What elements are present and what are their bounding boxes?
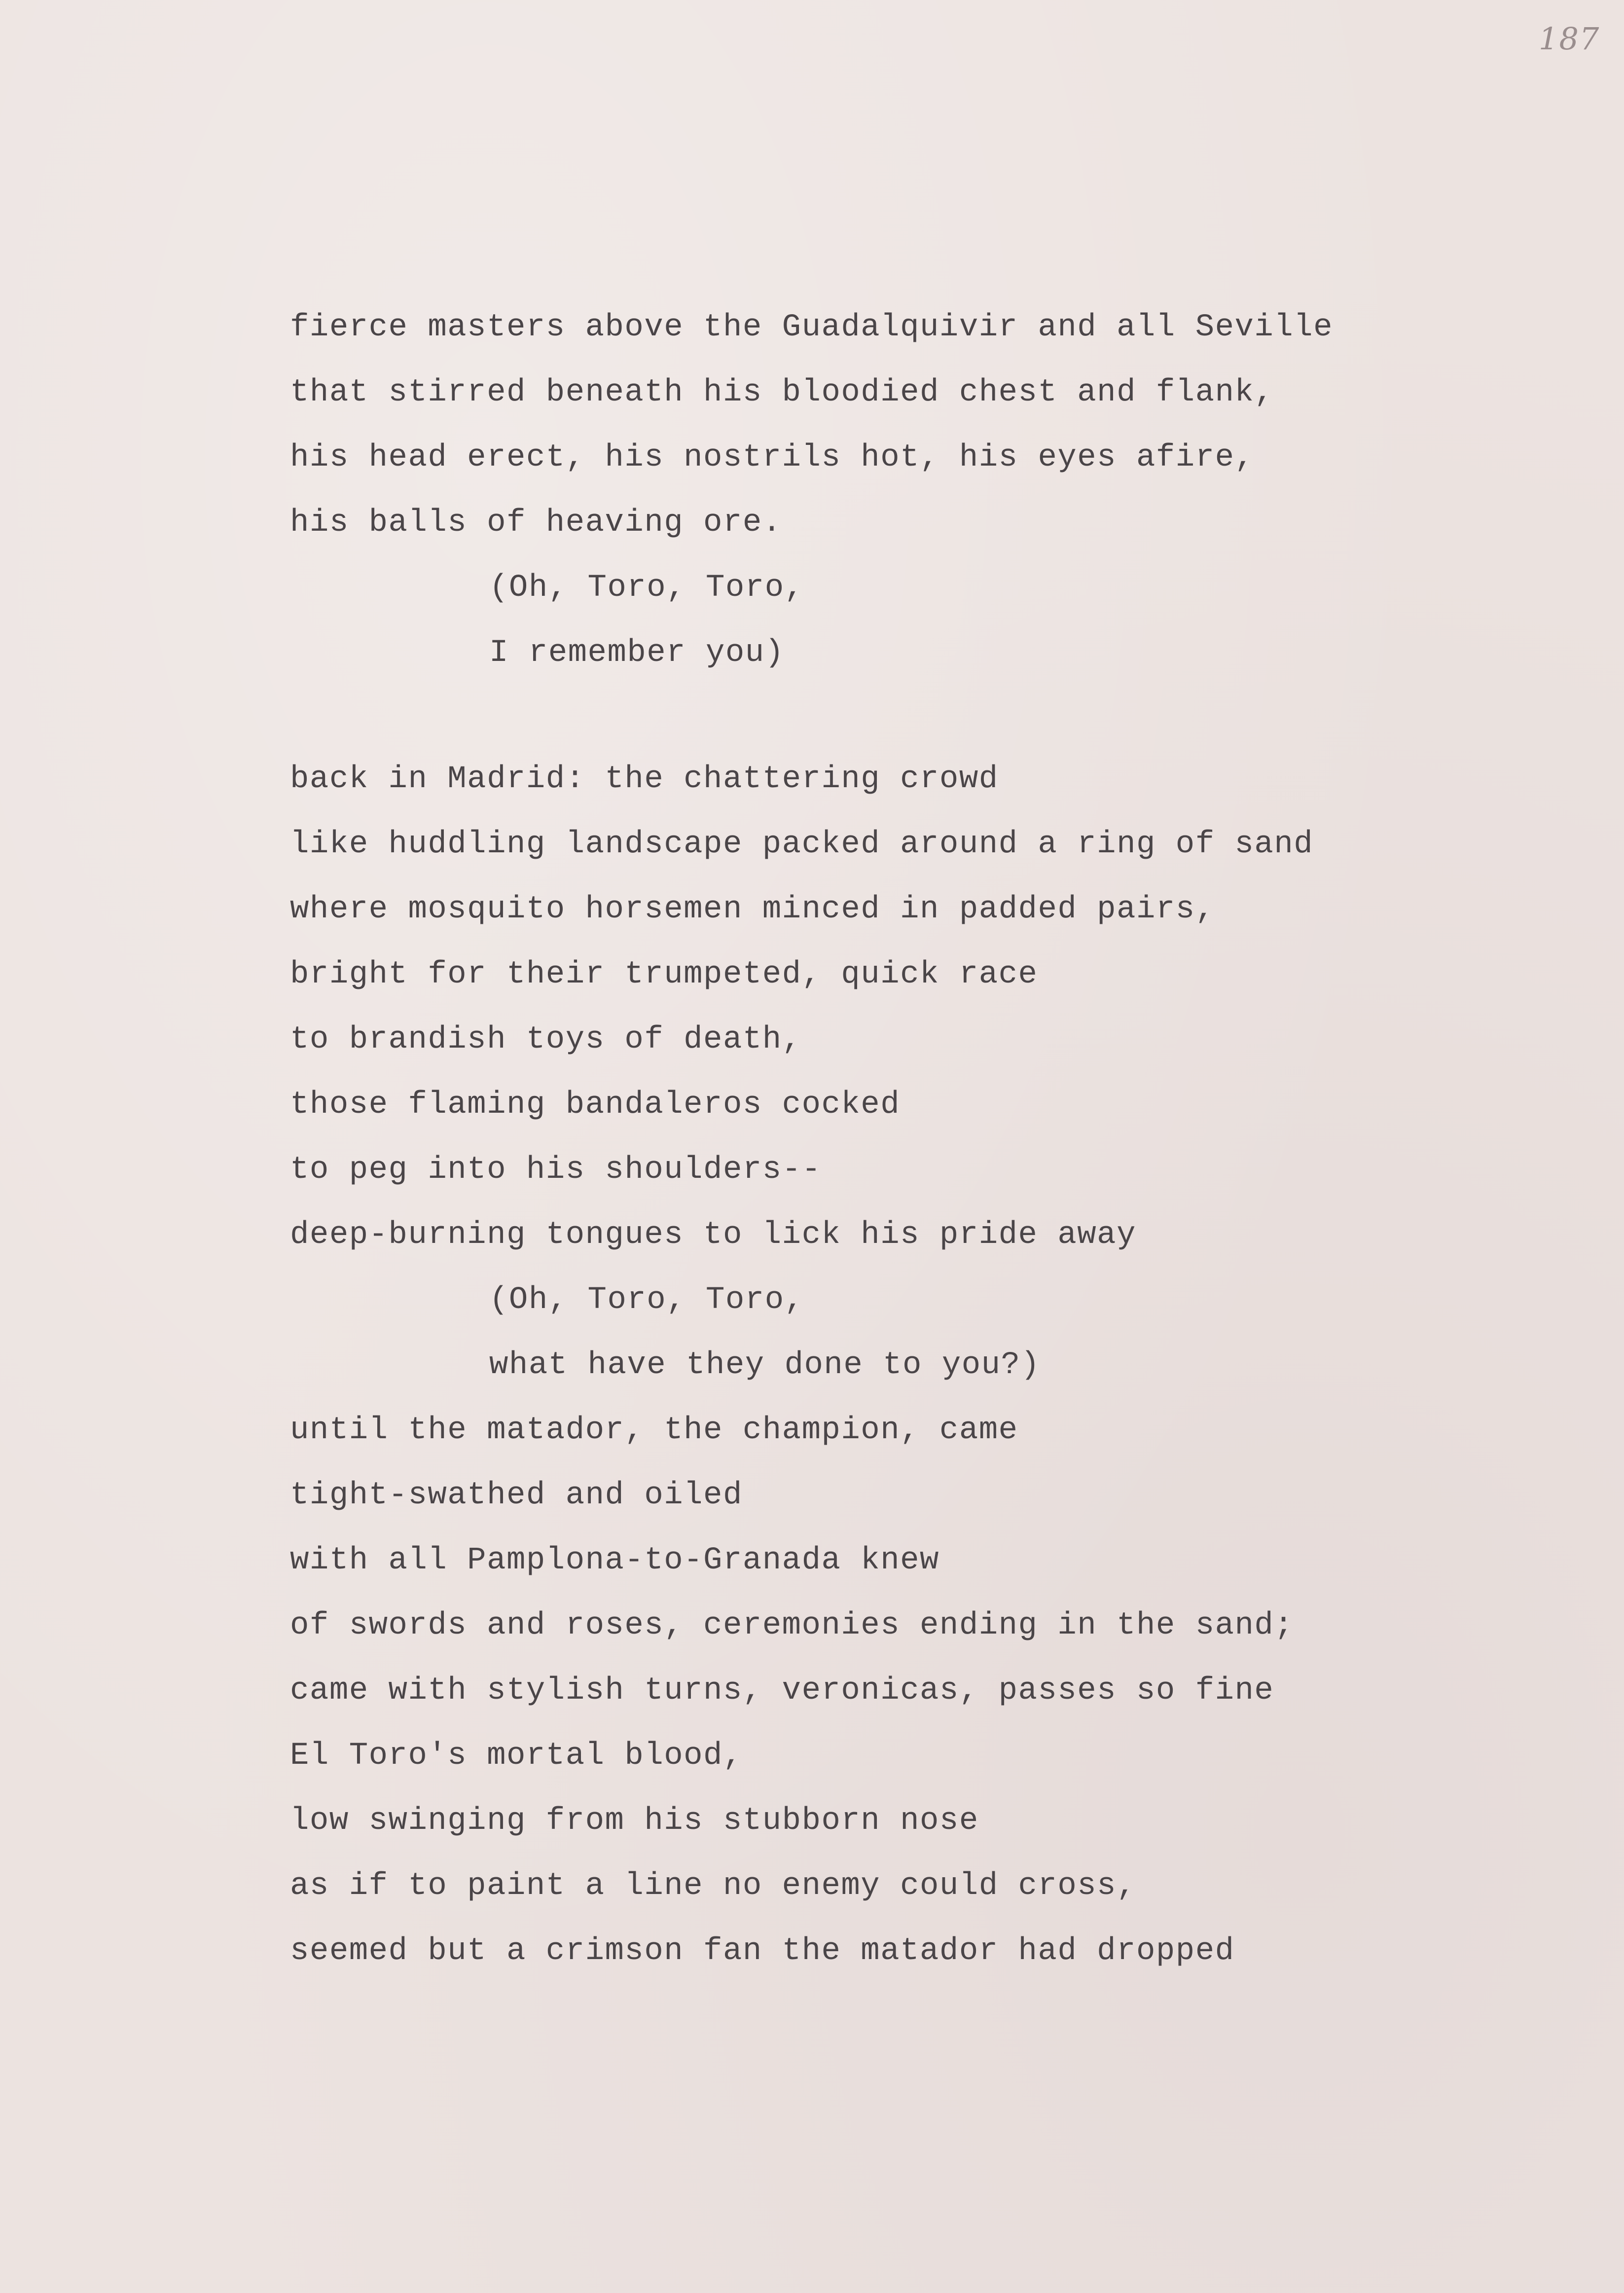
- poem-line: seemed but a crimson fan the matador had dropped: [290, 1933, 1235, 1969]
- poem-line: back in Madrid: the chattering crowd: [290, 762, 999, 797]
- poem-line: those flaming bandaleros cocked: [290, 1087, 901, 1123]
- stanza-gap: [290, 686, 1597, 747]
- refrain-line: (Oh, Toro, Toro,: [489, 570, 804, 606]
- poem-line: like huddling landscape packed around a ring of sand: [290, 827, 1314, 862]
- poem-line: low swinging from his stubborn nose: [290, 1803, 979, 1839]
- poem-line: his head erect, his nostrils hot, his eyes afire,: [290, 440, 1255, 475]
- poem-line: to peg into his shoulders--: [290, 1152, 822, 1188]
- stanza-2: [290, 747, 1597, 1984]
- poem-line: as if to paint a line no enemy could cross,: [290, 1868, 1136, 1904]
- poem-line: where mosquito horsemen minced in padded pairs,: [290, 892, 1215, 927]
- poem-line: to brandish toys of death,: [290, 1022, 802, 1057]
- poem-line: that stirred beneath his bloodied chest and flank,: [290, 375, 1274, 410]
- poem-line: El Toro's mortal blood,: [290, 1738, 743, 1774]
- poem-body: [290, 295, 1597, 1984]
- poem-line: until the matador, the champion, came: [290, 1413, 1018, 1448]
- page-number: 187: [1539, 21, 1600, 57]
- poem-line: tight-swathed and oiled: [290, 1478, 743, 1513]
- refrain-line: what have they done to you?): [489, 1347, 1041, 1383]
- poem-line: of swords and roses, ceremonies ending in the sand;: [290, 1608, 1294, 1643]
- poem-line: came with stylish turns, veronicas, passes so fine: [290, 1673, 1274, 1709]
- poem-line: with all Pamplona-to-Granada knew: [290, 1543, 939, 1578]
- poem-line: bright for their trumpeted, quick race: [290, 957, 1038, 992]
- stanza-1: [290, 295, 1597, 686]
- refrain-line: I remember you): [489, 635, 785, 671]
- poem-line: fierce masters above the Guadalquivir and all Seville: [290, 310, 1334, 345]
- refrain-line: (Oh, Toro, Toro,: [489, 1282, 804, 1318]
- poem-line: deep-burning tongues to lick his pride away: [290, 1217, 1136, 1253]
- poem-line: his balls of heaving ore.: [290, 505, 782, 541]
